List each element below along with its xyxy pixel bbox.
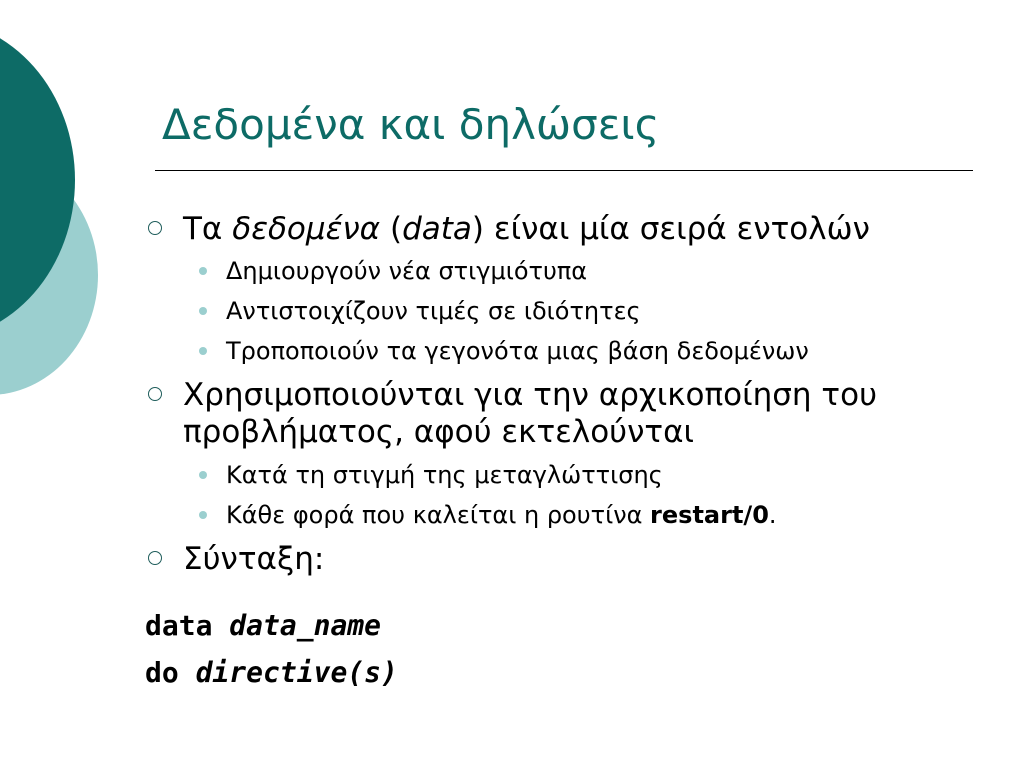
sub-bullet-assign-values xyxy=(226,296,641,326)
sub-bullet-restart xyxy=(226,500,777,530)
syntax-line-data xyxy=(145,609,381,643)
bullet-data-definition xyxy=(183,211,870,248)
keyword-do: do xyxy=(145,656,196,689)
dot-bullet-icon xyxy=(199,347,207,355)
bullet-rest: ) είναι μία σειρά εντολών xyxy=(471,211,870,247)
syntax-line-do xyxy=(145,656,398,690)
bullet-paren-open: ( xyxy=(380,211,403,247)
sub-bullet-instances xyxy=(226,256,587,286)
dot-bullet-icon xyxy=(199,511,207,519)
bullet-prefix: Τα xyxy=(183,211,233,247)
hollow-circle-bullet-icon xyxy=(148,387,162,401)
bullet-text: Χρησιμοποιούνται για την αρχικοποίηση του προβλήματος, αφού εκτελούνται xyxy=(183,377,878,450)
bullet-emphasis-dedomena: δεδομένα xyxy=(232,211,381,247)
arg-data-name: data_name xyxy=(229,609,382,642)
title-divider xyxy=(155,170,973,171)
sub-bullet-modify-facts xyxy=(226,336,809,366)
bullet-syntax xyxy=(183,541,324,578)
sub-bullet-text: Κάθε φορά που καλείται η ρουτίνα xyxy=(226,501,651,529)
sub-bullet-text: Κατά τη στιγμή της μεταγλώττισης xyxy=(226,461,663,489)
hollow-circle-bullet-icon xyxy=(148,551,162,565)
bullet-text: Σύνταξη: xyxy=(183,541,325,577)
sub-bullet-compile-time xyxy=(226,460,663,490)
dot-bullet-icon xyxy=(199,471,207,479)
restart-routine-name: restart/0 xyxy=(650,501,769,529)
sub-bullet-period: . xyxy=(768,501,777,529)
dot-bullet-icon xyxy=(199,307,207,315)
hollow-circle-bullet-icon xyxy=(148,221,162,235)
sub-bullet-text: Αντιστοιχίζουν τιμές σε ιδιότητες xyxy=(226,297,641,325)
bullet-initialization xyxy=(183,377,973,451)
keyword-data: data xyxy=(145,609,230,642)
dot-bullet-icon xyxy=(199,267,207,275)
slide-title: Δεδομένα και δηλώσεις xyxy=(162,100,660,149)
arg-directives: directive(s) xyxy=(195,656,398,689)
bullet-emphasis-data: data xyxy=(402,211,472,247)
sub-bullet-text: Τροποποιούν τα γεγονότα μιας βάση δεδομένων xyxy=(226,337,809,365)
sub-bullet-text: Δημιουργούν νέα στιγμιότυπα xyxy=(226,257,588,285)
